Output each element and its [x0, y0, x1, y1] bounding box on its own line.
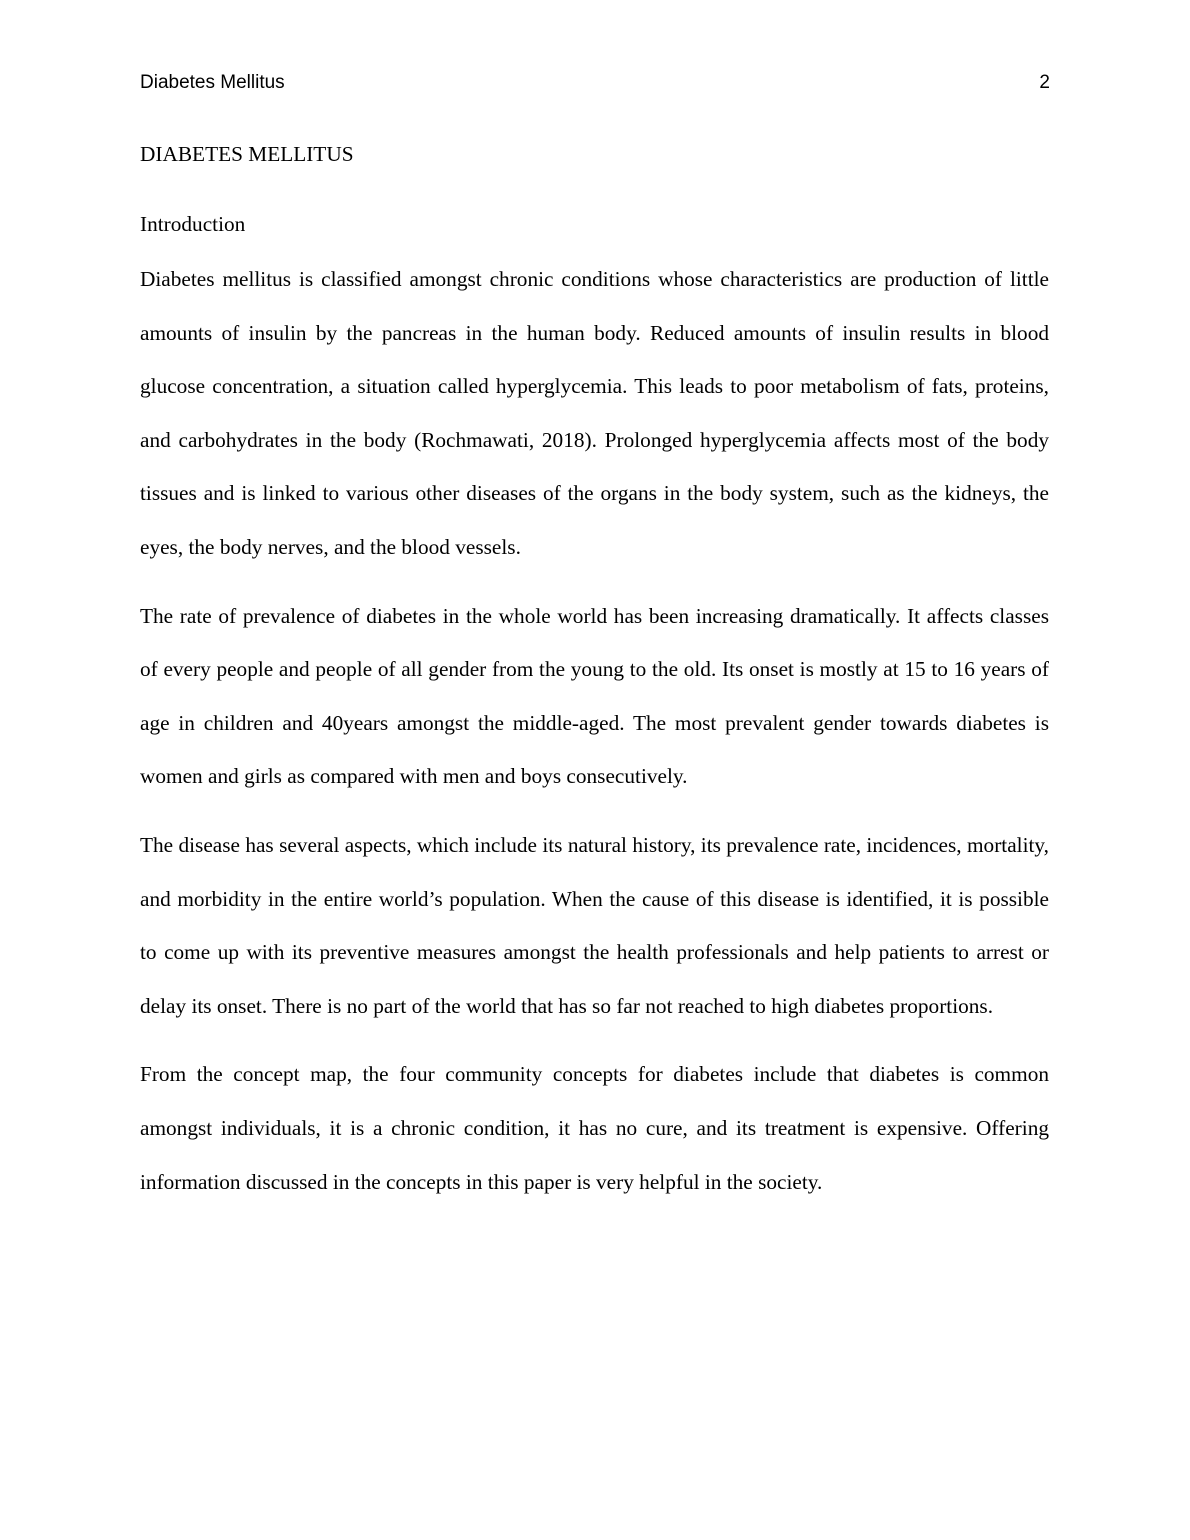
- section-heading-introduction: Introduction: [140, 212, 246, 236]
- paragraph-1: Diabetes mellitus is classified amongst chronic conditions whose characteristics are production of little amounts of insulin by the pancreas in the human body. Reduced amounts of insulin results in blood glucose concentration, a situation called hyperglycemia. This leads to poor metabolism of fats, proteins, and carbohydrates in the body (Rochmawati, 2018). Prolonged hyperglycemia affects most of the body tissues and is linked to various other diseases of the organs in the body system, such as the kidneys, the eyes, the body nerves, and the blood vessels.: [140, 267, 1049, 559]
- document-body: [140, 140, 1049, 1209]
- paragraph-4: From the concept map, the four community concepts for diabetes include that diabetes is common amongst individuals, it is a chronic condition, it has no cure, and its treatment is expensive. Offering information discussed in the concepts in this paper is very helpful in the society.: [140, 1062, 1049, 1194]
- document-title: DIABETES MELLITUS: [140, 142, 354, 166]
- page-number: 2: [1039, 72, 1050, 93]
- paragraph-2: The rate of prevalence of diabetes in the whole world has been increasing dramatically. It affects classes of every people and people of all gender from the young to the old. Its onset is mostly at 15 to 16 years of age in children and 40years amongst the middle-aged. The most prevalent gender towards diabetes is women and girls as compared with men and boys consecutively.: [140, 603, 1049, 789]
- running-head: Diabetes Mellitus: [140, 72, 285, 93]
- paragraph-3: The disease has several aspects, which include its natural history, its prevalence rate, incidences, mortality, and morbidity in the entire world’s population. When the cause of this disease is identified, it is possible to come up with its preventive measures amongst the health professionals and help patients to arrest or delay its onset. There is no part of the world that has so far not reached to high diabetes proportions.: [140, 832, 1049, 1018]
